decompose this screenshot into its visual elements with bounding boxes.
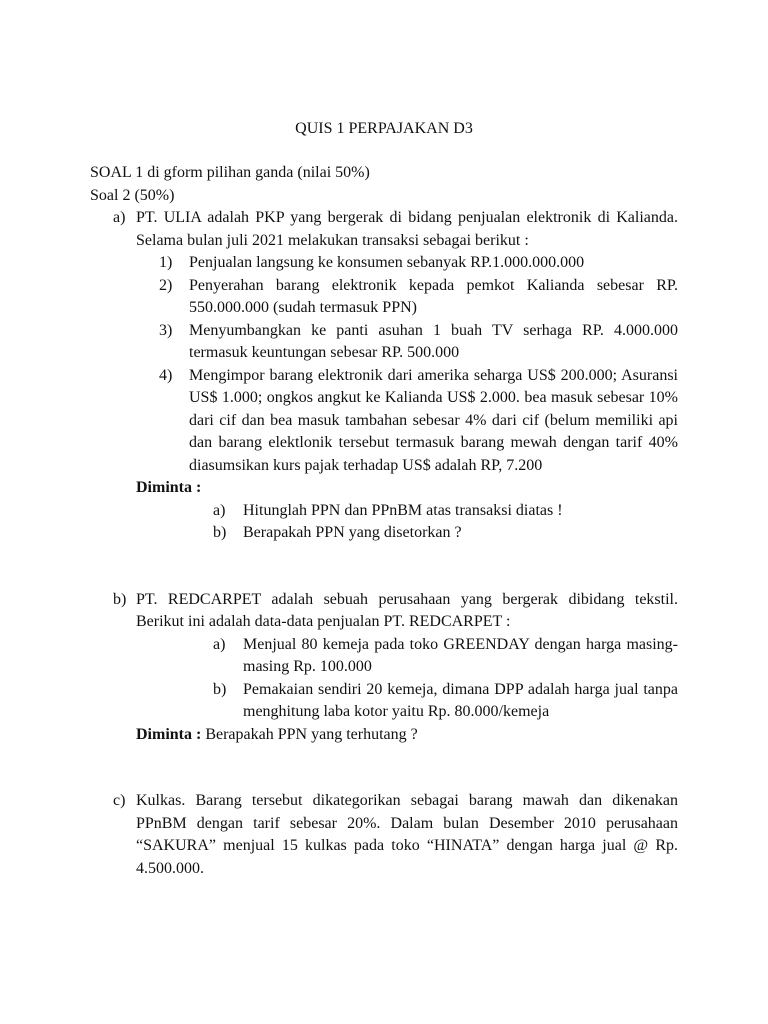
list-item (90, 275, 678, 320)
list-item-number: 3) (159, 321, 173, 339)
section-b-text: PT. REDCARPET adalah sebuah perusahaan yang bergerak dibidang tekstil. Berikut ini adalah data-data penjualan PT. REDCARPET : (136, 590, 678, 630)
list-item-number: a) (213, 635, 226, 653)
list-item (90, 634, 678, 679)
section-a-label: a) (113, 209, 126, 226)
soal-1-line: SOAL 1 di gform pilihan ganda (nilai 50%) (90, 164, 370, 181)
section-c-label: c) (113, 792, 126, 809)
list-item-text: Mengimpor barang elektronik dari amerika seharga US$ 200.000; Asuransi US$ 1.000; ongkos angkut ke Kalianda US$ 2.000. bea masuk sebesar 10% dari cif dan bea masuk tambahan sebesar 4% dari cif (belum memiliki api dan barang elektlonik tersebut termasuk barang mewah dengan tarif 40% diasumsikan kurs pajak terhadap US$ adalah RP, 7.200 (189, 366, 678, 474)
list-item (90, 320, 678, 365)
section-b-label: b) (113, 590, 127, 608)
section-b-diminta (90, 724, 678, 747)
question-text: Hitunglah PPN dan PPnBM atas transaksi diatas ! (243, 501, 563, 519)
question-item (90, 522, 678, 545)
question-text: Berapakah PPN yang disetorkan ? (243, 524, 462, 541)
document-body (90, 162, 678, 880)
question-item (90, 500, 678, 523)
page-title: QUIS 1 PERPAJAKAN D3 (295, 120, 473, 137)
list-item (90, 252, 678, 275)
section-a (90, 207, 678, 252)
diminta-text: Berapakah PPN yang terhutang ? (201, 725, 418, 743)
section-a-text: PT. ULIA adalah PKP yang bergerak di bidang penjualan elektronik di Kalianda. Selama bulan juli 2021 melakukan transaksi sebagai berikut : (136, 209, 678, 249)
list-item-text: Menjual 80 kemeja pada toko GREENDAY dengan harga masing-masing Rp. 100.000 (243, 635, 678, 675)
question-label: b) (213, 524, 227, 541)
question-label: a) (213, 501, 226, 519)
section-a-diminta (90, 477, 678, 500)
list-item-text: Penjualan langsung ke konsumen sebanyak RP.1.000.000.000 (189, 254, 585, 271)
section-c-text: Kulkas. Barang tersebut dikategorikan sebagai barang mawah dan dikenakan PPnBM dengan tarif sebesar 20%. Dalam bulan Desember 2010 perusahaan “SAKURA” menjual 15 kulkas pada toko “HINATA” dengan harga jual @ Rp. 4.500.000. (136, 792, 678, 877)
list-item-number: b) (213, 680, 227, 698)
diminta-label: Diminta : (136, 725, 202, 743)
list-item (90, 365, 678, 478)
list-item (90, 679, 678, 724)
diminta-label: Diminta : (136, 479, 202, 496)
list-item-text: Penyerahan barang elektronik kepada pemkot Kalianda sebesar RP. 550.000.000 (sudah termasuk PPN) (189, 276, 678, 316)
section-b (90, 589, 678, 634)
list-item-text: Menyumbangkan ke panti asuhan 1 buah TV serhaga RP. 4.000.000 termasuk keuntungan sebesar RP. 500.000 (189, 321, 678, 361)
list-item-number: 4) (159, 366, 173, 384)
list-item-number: 2) (159, 276, 173, 294)
list-item-number: 1) (159, 254, 173, 271)
list-item-text: Pemakaian sendiri 20 kemeja, dimana DPP adalah harga jual tanpa menghitung laba kotor yaitu Rp. 80.000/kemeja (243, 680, 678, 720)
soal-2-line: Soal 2 (50%) (90, 186, 175, 204)
section-c (90, 790, 678, 880)
